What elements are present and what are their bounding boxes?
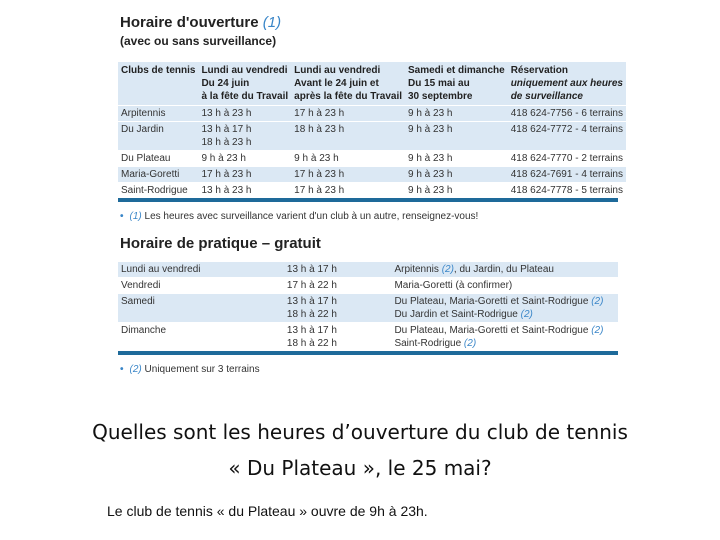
question xyxy=(0,414,720,486)
table-cell: Du Plateau, Maria-Goretti et Saint-Rodrigue (2) Saint-Rodrigue (2) xyxy=(391,323,618,352)
table-cell: Vendredi xyxy=(118,278,284,294)
schedule-figure xyxy=(118,14,623,410)
bullet-icon: • xyxy=(120,211,124,222)
table-cell: 9 h à 23 h xyxy=(405,151,508,167)
column-header: Lundi au vendredi Avant le 24 juin et après la fête du Travail xyxy=(291,62,405,106)
table-cell: 17 h à 23 h xyxy=(198,167,291,183)
answer: Le club de tennis « du Plateau » ouvre de 9h à 23h. xyxy=(107,503,428,519)
table-row xyxy=(118,167,626,183)
opening-hours-table xyxy=(118,61,626,198)
table-cell: 418 624-7770 - 2 terrains xyxy=(508,151,626,167)
practice-title: Horaire de pratique – gratuit xyxy=(120,235,321,252)
table-cell: Arpitennis (2), du Jardin, du Plateau xyxy=(391,262,618,278)
column-header: Samedi et dimanche Du 15 mai au 30 septembre xyxy=(405,62,508,106)
table-cell: 13 h à 17 h xyxy=(284,262,392,278)
table-row xyxy=(118,278,618,294)
table-cell: 13 h à 17 h 18 h à 22 h xyxy=(284,323,392,352)
table-row xyxy=(118,122,626,151)
table-divider xyxy=(118,198,618,202)
practice-footnote xyxy=(120,363,618,376)
bullet-icon: • xyxy=(120,364,124,375)
table-cell: Maria-Goretti xyxy=(118,167,198,183)
footnote-text: Uniquement sur 3 terrains xyxy=(144,364,260,375)
opening-title xyxy=(120,14,618,32)
header-row xyxy=(118,62,626,106)
table-cell: 17 h à 23 h xyxy=(291,106,405,122)
table-cell: 9 h à 23 h xyxy=(405,106,508,122)
column-header: Lundi au vendredi Du 24 juin à la fête du Travail xyxy=(198,62,291,106)
table-cell: 17 h à 22 h xyxy=(284,278,392,294)
table-cell: Du Jardin xyxy=(118,122,198,151)
table-cell: 13 h à 17 h 18 h à 23 h xyxy=(198,122,291,151)
table-cell: Samedi xyxy=(118,294,284,323)
practice-hours-table xyxy=(118,261,618,351)
opening-footnote xyxy=(120,210,618,223)
table-cell: 418 624-7756 - 6 terrains xyxy=(508,106,626,122)
table-cell: 418 624-7691 - 4 terrains xyxy=(508,167,626,183)
table-divider xyxy=(118,351,618,355)
table-cell: 13 h à 23 h xyxy=(198,106,291,122)
table-cell: 418 624-7778 - 5 terrains xyxy=(508,183,626,199)
question-line-1: Quelles sont les heures d’ouverture du club de tennis xyxy=(92,420,628,444)
table-row xyxy=(118,262,618,278)
table-cell: Maria-Goretti (à confirmer) xyxy=(391,278,618,294)
table-cell: 9 h à 23 h xyxy=(405,167,508,183)
table-row xyxy=(118,183,626,199)
table-cell: Dimanche xyxy=(118,323,284,352)
footnote-mark: (1) xyxy=(129,211,142,222)
table-row xyxy=(118,151,626,167)
footnote-text: Les heures avec surveillance varient d'un club à un autre, renseignez-vous! xyxy=(144,211,479,222)
table-cell: Du Plateau xyxy=(118,151,198,167)
table-row xyxy=(118,323,618,352)
opening-subtitle: (avec ou sans surveillance) xyxy=(120,34,277,48)
question-line-2: « Du Plateau », le 25 mai? xyxy=(228,456,492,480)
table-cell: 17 h à 23 h xyxy=(291,183,405,199)
table-cell: 418 624-7772 - 4 terrains xyxy=(508,122,626,151)
table-cell: 9 h à 23 h xyxy=(198,151,291,167)
column-header: Clubs de tennis xyxy=(118,62,198,106)
table-cell: 17 h à 23 h xyxy=(291,167,405,183)
table-cell: Saint-Rodrigue xyxy=(118,183,198,199)
table-row xyxy=(118,294,618,323)
opening-title-text: Horaire d'ouverture xyxy=(120,14,259,31)
column-header: Réservation uniquement aux heures de surveillance xyxy=(508,62,626,106)
table-cell: 13 h à 17 h 18 h à 22 h xyxy=(284,294,392,323)
opening-title-note: (1) xyxy=(262,14,282,31)
table-row xyxy=(118,106,626,122)
table-cell: 9 h à 23 h xyxy=(405,183,508,199)
footnote-mark: (2) xyxy=(129,364,142,375)
table-cell: 18 h à 23 h xyxy=(291,122,405,151)
table-cell: 9 h à 23 h xyxy=(291,151,405,167)
table-cell: 9 h à 23 h xyxy=(405,122,508,151)
table-cell: Lundi au vendredi xyxy=(118,262,284,278)
table-cell: Arpitennis xyxy=(118,106,198,122)
table-cell: 13 h à 23 h xyxy=(198,183,291,199)
table-cell: Du Plateau, Maria-Goretti et Saint-Rodrigue (2) Du Jardin et Saint-Rodrigue (2) xyxy=(391,294,618,323)
